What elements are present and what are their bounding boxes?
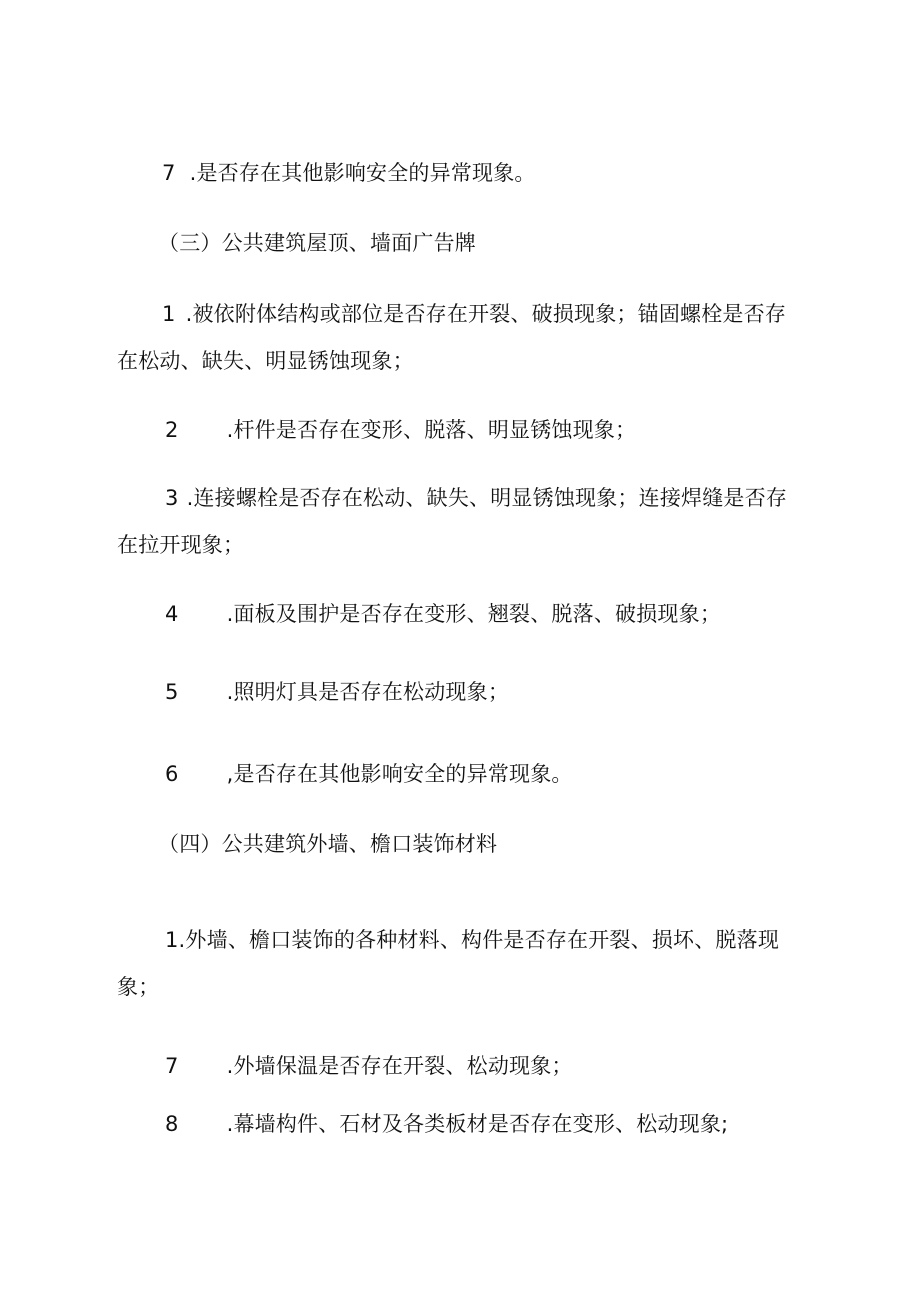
item-number: 2 <box>165 418 179 442</box>
item-number: 7 <box>162 161 176 185</box>
section3-item-3 <box>165 484 787 512</box>
item-text: ,是否存在其他影响安全的异常现象。 <box>226 762 573 786</box>
item-number: 7 <box>165 1054 179 1078</box>
section3-item-3-continuation: 在拉开现象； <box>117 533 245 557</box>
item-text: .幕墙构件、石材及各类板材是否存在变形、松动现象; <box>226 1112 729 1136</box>
item-number: 3 <box>165 486 179 510</box>
section4-item-7 <box>165 1052 573 1080</box>
section3-item-1 <box>162 300 786 328</box>
section4-heading: （四）公共建筑外墙、檐口装饰材料 <box>158 832 498 856</box>
item-text: .照明灯具是否存在松动现象； <box>226 680 510 704</box>
section4-item-1-continuation: 象； <box>117 975 160 999</box>
section3-item-1-continuation: 在松动、缺失、明显锈蚀现象； <box>117 349 414 373</box>
section3-item-5 <box>165 678 509 706</box>
section4-item-1: 1.外墙、檐口装饰的各种材料、构件是否存在开裂、损坏、脱落现 <box>165 928 780 952</box>
item-text: .杆件是否存在变形、脱落、明显锈蚀现象； <box>226 418 637 442</box>
section3-item-2 <box>165 416 636 444</box>
item-text: .是否存在其他影响安全的异常现象。 <box>189 161 536 185</box>
item-number: 1 <box>162 302 176 326</box>
section3-prev-item-7 <box>162 159 536 187</box>
item-text: .连接螺栓是否存在松动、缺失、明显锈蚀现象；连接焊缝是否存 <box>186 486 788 510</box>
item-text: .面板及围护是否存在变形、翘裂、脱落、破损现象； <box>226 602 722 626</box>
item-number: 5 <box>165 680 179 704</box>
item-number: 8 <box>165 1112 179 1136</box>
section4-item-8 <box>165 1110 728 1138</box>
section3-heading: （三）公共建筑屋顶、墙面广告牌 <box>158 231 476 255</box>
item-text: .被依附体结构或部位是否存在开裂、破损现象；锚固螺栓是否存 <box>185 302 787 326</box>
item-number: 6 <box>165 762 179 786</box>
item-text: .外墙保温是否存在开裂、松动现象； <box>226 1054 573 1078</box>
section3-item-4 <box>165 600 721 628</box>
section3-item-6 <box>165 760 573 788</box>
item-number: 4 <box>165 602 179 626</box>
